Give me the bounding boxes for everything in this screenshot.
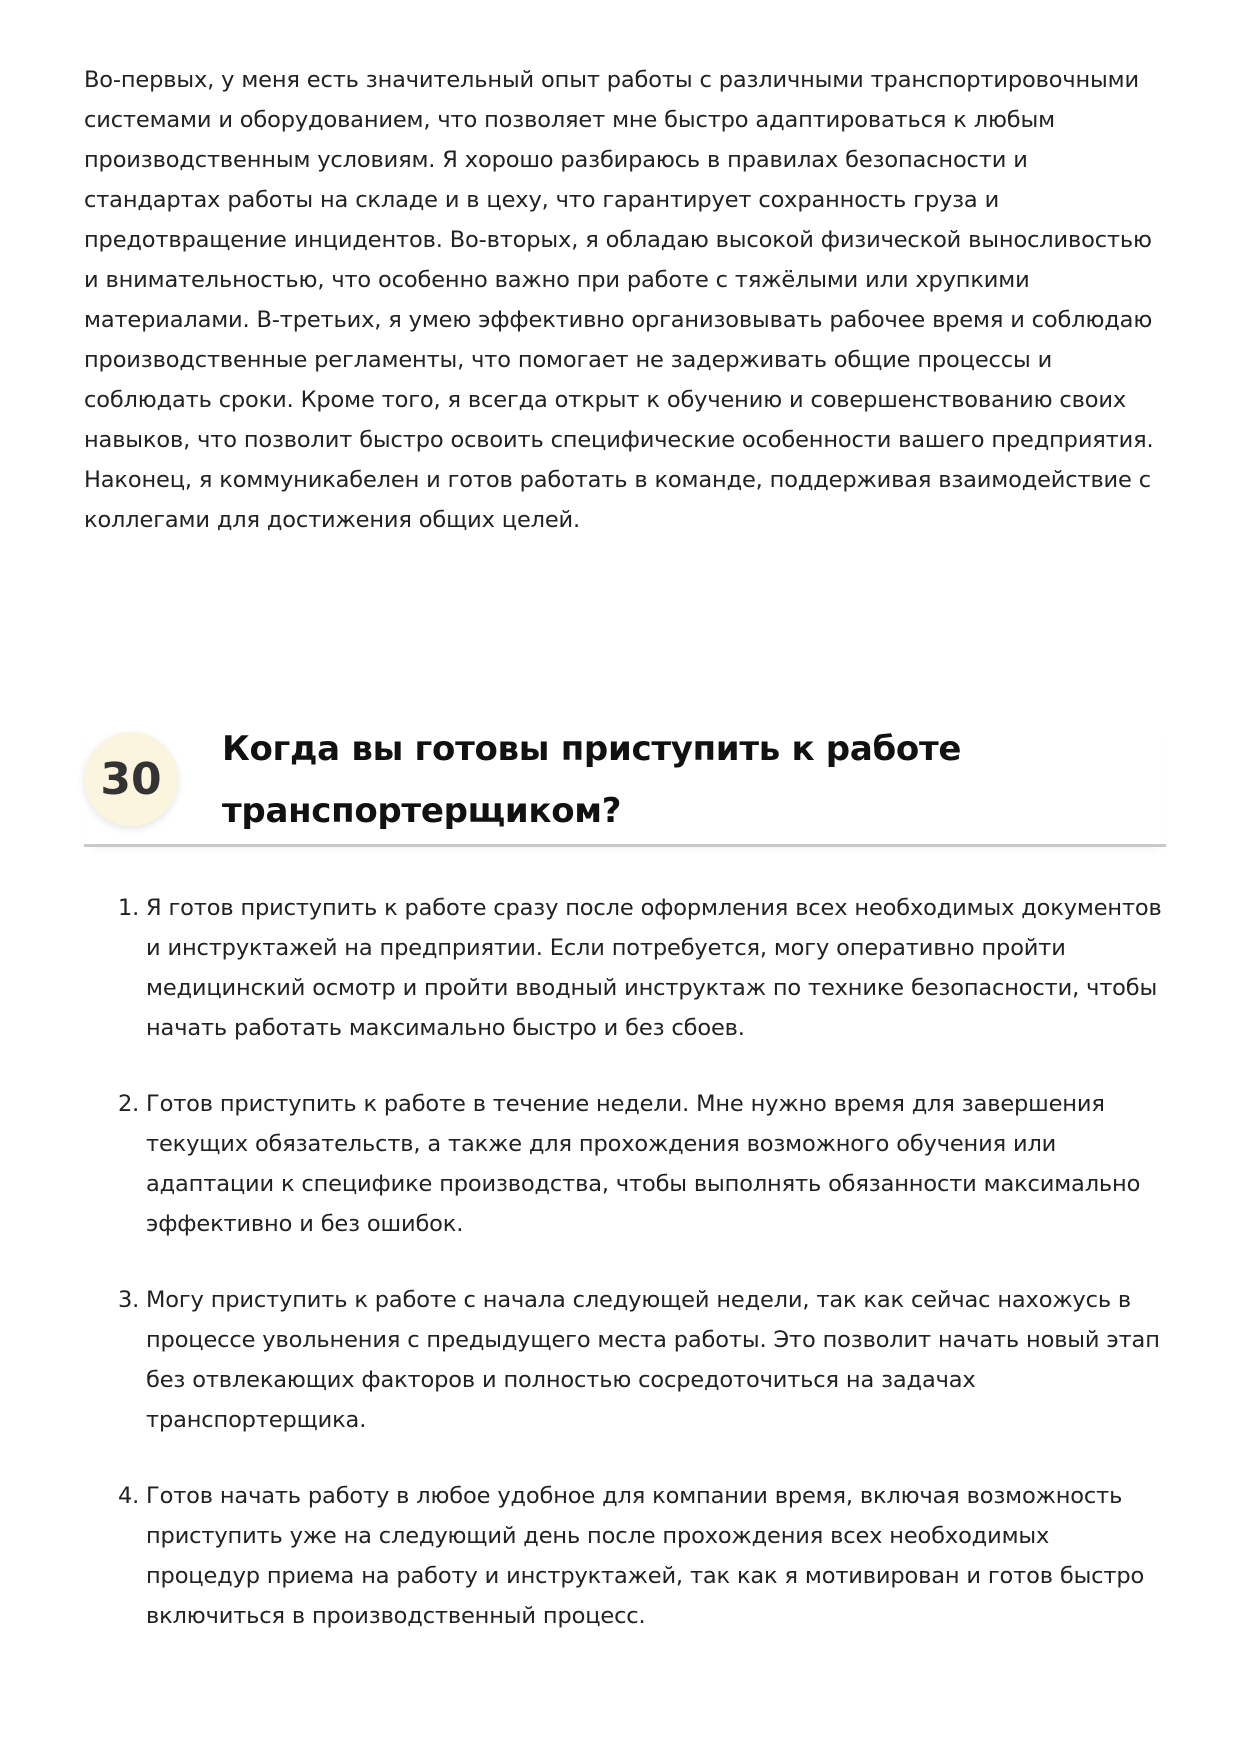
answer-item: [84, 1084, 1166, 1244]
answer-text: Я готов приступить к работе сразу после оформления всех необходимых документов и инструктажей на предприятии. Если потребуется, могу оперативно пройти медицинский осмотр и пройти вводный инструктаж по технике безопасности, чтобы начать работать максимально быстро и без сбоев.: [146, 895, 1162, 1041]
answer-text: Готов приступить к работе в течение недели. Мне нужно время для завершения текущих обязательств, а также для прохождения возможного обучения или адаптации к специфике производства, чтобы выполнять обязанности максимально эффективно и без ошибок.: [146, 1091, 1141, 1237]
answer-number: 4.: [118, 1483, 140, 1509]
intro-paragraph: Во-первых, у меня есть значительный опыт работы с различными транспортировочными системами и оборудованием, что позволяет мне быстро адаптироваться к любым производственным условиям. Я хорошо разбираюсь в правилах безопасности и стандартах работы на складе и в цеху, что гарантирует сохранность груза и предотвращение инцидентов. Во-вторых, я обладаю высокой физической выносливостью и внимательностью, что особенно важно при работе с тяжёлыми или хрупкими материалами. В-третьих, я умею эффективно организовывать рабочее время и соблюдаю производственные регламенты, что помогает не задерживать общие процессы и соблюдать сроки. Кроме того, я всегда открыт к обучению и совершенствованию своих навыков, что позволит быстро освоить специфические особенности вашего предприятия. Наконец, я коммуникабелен и готов работать в команде, поддерживая взаимодействие с коллегами для достижения общих целей.: [84, 67, 1154, 533]
answer-text: Могу приступить к работе с начала следующей недели, так как сейчас нахожусь в процессе увольнения с предыдущего места работы. Это позволит начать новый этап без отвлекающих факторов и полностью сосредоточиться на задачах транспортерщика.: [146, 1287, 1160, 1433]
answer-item: [84, 888, 1166, 1048]
answer-number: 2.: [118, 1091, 140, 1117]
answer-item: [84, 1476, 1166, 1636]
answer-number: 1.: [118, 895, 140, 921]
answer-text: Готов начать работу в любое удобное для компании время, включая возможность приступить уже на следующий день после прохождения всех необходимых процедур приема на работу и инструктажей, так как я мотивирован и готов быстро включиться в производственный процесс.: [146, 1483, 1145, 1629]
answer-number: 3.: [118, 1287, 140, 1313]
question-header: [84, 718, 1166, 847]
question-number-badge: 30: [84, 732, 178, 826]
question-title: Когда вы готовы приступить к работе транспортерщиком?: [222, 729, 962, 831]
answers-list: [84, 888, 1166, 1672]
answer-item: [84, 1280, 1166, 1440]
